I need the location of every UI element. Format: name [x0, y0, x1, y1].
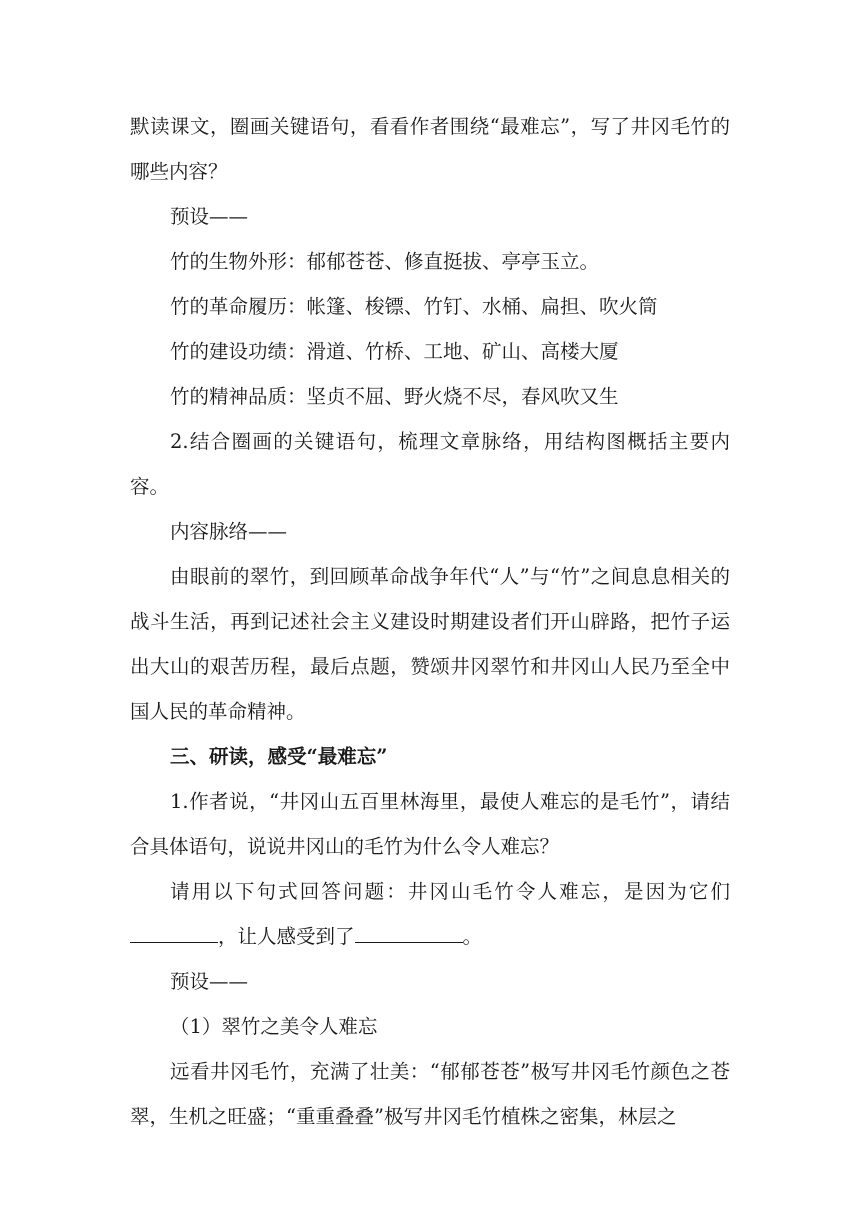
document-page	[130, 104, 730, 1139]
bamboo-item-revolution: 竹的革命履历：帐篷、梭镖、竹钉、水桶、扁担、吹火筒	[170, 295, 658, 318]
sentence-pattern	[130, 869, 730, 959]
bamboo-item-appearance: 竹的生物外形：郁郁苍苍、修直挺拔、亭亭玉立。	[170, 250, 600, 273]
answer-blank-1[interactable]	[130, 926, 218, 943]
preset-label-2: 预设——	[170, 970, 249, 993]
answer-blank-2[interactable]	[355, 926, 463, 943]
intro-question: 默读课文，圈画关键语句，看看作者围绕“最难忘”，写了井冈毛竹的哪些内容？	[130, 115, 730, 183]
sub-heading-beauty: （1）翠竹之美令人难忘	[170, 1015, 378, 1038]
context-label: 内容脉络——	[170, 520, 288, 543]
bamboo-item-spirit: 竹的精神品质：坚贞不屈、野火烧不尽，春风吹又生	[170, 385, 619, 408]
sentence-pattern-part-1: 请用以下句式回答问题：井冈山毛竹令人难忘，是因为它们	[170, 880, 730, 903]
context-text: 由眼前的翠竹，到回顾革命战争年代“人”与“竹”之间息息相关的战斗生活，再到记述社会主义建设时期建设者们开山辟路，把竹子运出大山的艰苦历程，最后点题，赞颂井冈翠竹和井冈山人民乃至全中国人民的革命精神。	[130, 565, 730, 723]
sentence-pattern-part-2: ，让人感受到了	[218, 925, 355, 948]
sentence-pattern-part-3: 。	[462, 925, 483, 948]
task-2: 2.结合圈画的关键语句，梳理文章脉络，用结构图概括主要内容。	[130, 430, 730, 498]
section-3-heading: 三、研读，感受“最难忘”	[170, 745, 388, 768]
bamboo-item-construction: 竹的建设功绩：滑道、竹桥、工地、矿山、高楼大厦	[170, 340, 619, 363]
beauty-text: 远看井冈毛竹，充满了壮美：“郁郁苍苍”极写井冈毛竹颜色之苍翠，生机之旺盛；“重重叠叠”极写井冈毛竹植株之密集，林层之	[130, 1060, 730, 1128]
question-1: 1.作者说，“井冈山五百里林海里，最使人难忘的是毛竹”，请结合具体语句，说说井冈山的毛竹为什么令人难忘？	[130, 790, 730, 858]
preset-label: 预设——	[170, 205, 249, 228]
